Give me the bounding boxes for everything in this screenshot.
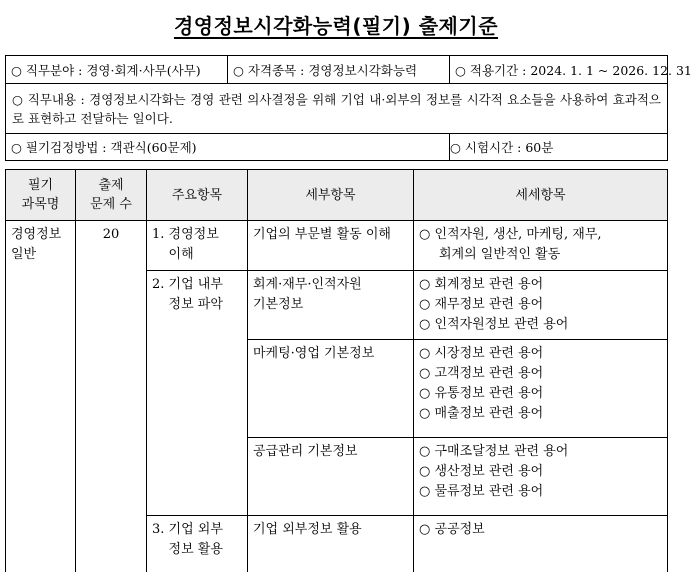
- exam-method: [6, 134, 450, 161]
- subdetail-cell-2a: [414, 271, 668, 340]
- subject-cell: 경영정보 일반: [6, 221, 76, 572]
- subdetail-item: ○ 고객정보 관련 용어: [419, 366, 544, 381]
- page-title-wrap: [0, 10, 672, 39]
- job-description: ○ 직무내용 : 경영정보시각화는 경영 관련 의사결정을 위해 기업 내·외부의 정보를 시각적 요소들을 사용하여 효과적으로 표현하고 전달하는 일이다.: [6, 84, 668, 134]
- page-title: 경영정보시각화능력(필기) 출제기준: [173, 14, 499, 38]
- subdetail-item: ○ 인적자원정보 관련 용어: [419, 317, 569, 332]
- criteria-table: [5, 169, 668, 572]
- header-main: 주요항목: [147, 170, 248, 221]
- detail-item-1: 기업의 부문별 활동 이해: [248, 221, 414, 271]
- job-field: ○ 직무분야 : 경영·회계·사무(사무): [6, 56, 228, 84]
- subdetail-cell-1: [414, 221, 668, 271]
- cert-name: ○ 자격종목 : 경영정보시각화능력: [228, 56, 450, 84]
- info-table: [5, 55, 692, 161]
- detail-item-2a: 회계·재무·인적자원 기본정보: [248, 271, 414, 340]
- subdetail-item: ○ 공공정보: [419, 522, 485, 537]
- main-item-3: 3. 기업 외부 정보 활용: [147, 516, 248, 572]
- subdetail-item: ○ 물류정보 관련 용어: [419, 484, 544, 499]
- header-subdetail: 세세항목: [414, 170, 668, 221]
- detail-item-2c: 공급관리 기본정보: [248, 438, 414, 516]
- subdetail-item: ○ 시장정보 관련 용어: [419, 346, 544, 361]
- subdetail-item: ○ 유통정보 관련 용어: [419, 386, 544, 401]
- subdetail-item: ○ 구매조달정보 관련 용어: [419, 444, 569, 459]
- header-subject: 필기 과목명: [6, 170, 76, 221]
- detail-item-3: 기업 외부정보 활용: [248, 516, 414, 572]
- main-item-1: 1. 경영정보 이해: [147, 221, 248, 271]
- detail-item-2b: 마케팅·영업 기본정보: [248, 340, 414, 438]
- subdetail-item: ○ 회계정보 관련 용어: [419, 277, 544, 292]
- exam-method-text: ○ 필기검정방법 : 객관식(60문제): [11, 140, 197, 155]
- subdetail-cell-2b: [414, 340, 668, 438]
- count-cell: 20: [76, 221, 147, 572]
- subdetail-cell-2c: [414, 438, 668, 516]
- apply-period: ○ 적용기간 : 2024. 1. 1 ~ 2026. 12. 31: [450, 56, 668, 84]
- subdetail-item: ○ 매출정보 관련 용어: [419, 406, 544, 421]
- exam-time: ○ 시험시간 : 60분: [450, 134, 668, 161]
- subdetail-cell-3: [414, 516, 668, 572]
- main-item-2: 2. 기업 내부 정보 파악: [147, 271, 248, 516]
- subdetail-item: ○ 생산정보 관련 용어: [419, 464, 544, 479]
- subdetail-item: ○ 인적자원, 생산, 마케팅, 재무,: [419, 227, 602, 242]
- subdetail-item: 회계의 일반적인 활동: [439, 247, 561, 262]
- header-detail: 세부항목: [248, 170, 414, 221]
- subdetail-item: ○ 재무정보 관련 용어: [419, 297, 544, 312]
- header-count: 출제 문제 수: [76, 170, 147, 221]
